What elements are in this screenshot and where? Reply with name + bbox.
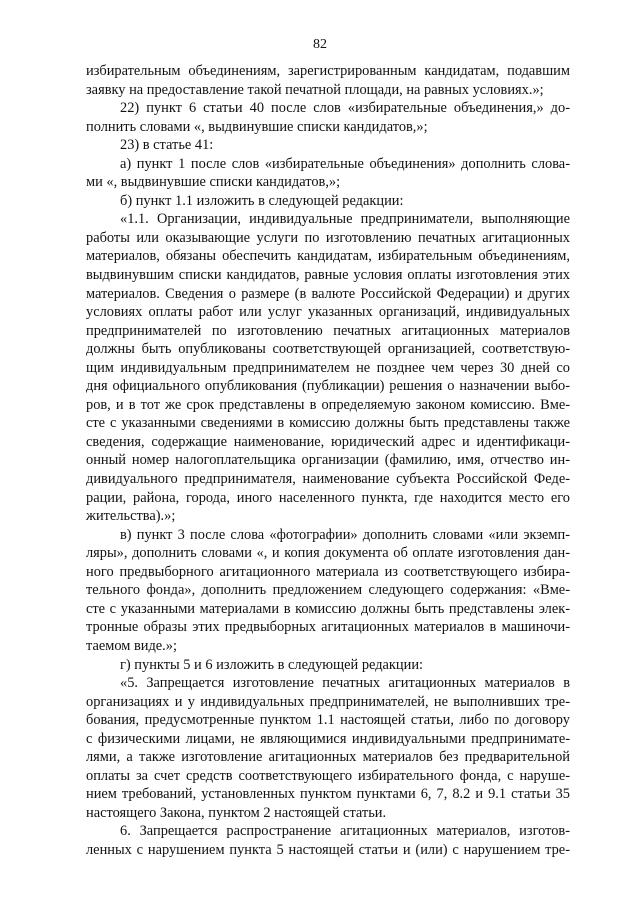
text-line: лями, а также изготовление агитационных материалов без предварительной (86, 749, 570, 766)
text-line: организациях и у индивидуальных предпринимателей, не выполнивших тре- (86, 693, 570, 710)
text-line: работы или оказывающие услуги по изготовлению печатных агитационных (86, 229, 570, 246)
text-line: рации, района, города, иного населенного пункта, где находится место его (86, 489, 570, 506)
text-line: г) пункты 5 и 6 изложить в следующей редакции: (120, 656, 424, 673)
text-line: полнить словами «, выдвинувшие списки кандидатов,»; (86, 118, 428, 135)
text-line: «5. Запрещается изготовление печатных агитационных материалов в (120, 675, 570, 692)
text-line: условиях оплаты работ или услуг указанных организаций, индивидуальных (86, 304, 570, 321)
text-line: тронные образы этих предвыборных агитационных материалов в машиночи- (86, 619, 570, 636)
text-line: ного предвыборного агитационного материала из соответствующего избира- (86, 563, 570, 580)
text-line: должны быть опубликованы соответствующей организацией, соответствую- (86, 341, 570, 358)
text-line: ленных с нарушением пункта 5 настоящей статьи и (или) с нарушением тре- (86, 841, 570, 858)
text-line: щим индивидуальным предпринимателем не позднее чем через 30 дней со (86, 359, 570, 376)
text-line: нием требований, установленных пунктом пунктами 6, 7, 8.2 и 9.1 статьи 35 (86, 786, 570, 803)
document-body (86, 62, 570, 860)
text-line: избирательным объединениям, зарегистрированным кандидатам, подавшим (86, 63, 570, 79)
text-line: сведения, содержащие наименование, юридический адрес и идентификаци- (86, 433, 570, 450)
text-line: ми «, выдвинувшие списки кандидатов,»; (86, 174, 341, 191)
text-line: предпринимателей по изготовлению печатных агитационных материалов (86, 322, 570, 339)
text-line: «1.1. Организации, индивидуальные предприниматели, выполняющие (120, 211, 570, 228)
text-line: заявку на предоставление такой печатной площади, на равных условиях.»; (86, 81, 544, 98)
text-line: жительства).»; (86, 508, 176, 525)
text-line: сте с указанными материалами в комиссию должны быть представлены элек- (86, 600, 570, 617)
text-line: 23) в статье 41: (120, 137, 214, 154)
text-line: в) пункт 3 после слова «фотографии» дополнить словами «или экземп- (120, 526, 570, 543)
text-line: сте с указанными сведениями в комиссию должны быть представлены также (86, 415, 570, 432)
text-line: материалов. Сведения о размере (в валюте Российской Федерации) и других (86, 285, 570, 302)
text-line: тельного фонда», дополнить предложением следующего содержания: «Вме- (86, 582, 570, 599)
text-line: оплаты за счет средств соответствующего избирательного фонда, с наруше- (86, 767, 570, 784)
text-line: 6. Запрещается распространение агитационных материалов, изготов- (120, 823, 570, 840)
text-line: а) пункт 1 после слов «избирательные объединения» дополнить слова- (120, 155, 570, 172)
text-line: 22) пункт 6 статьи 40 после слов «избирательные объединения,» до- (120, 100, 570, 117)
text-line: выдвинувшим списки кандидатов, равные условия оплаты изготовления этих (86, 267, 570, 284)
text-line: онный номер налогоплательщика организации (фамилию, имя, отчество ин- (86, 452, 570, 469)
text-line: дивидуального предпринимателя, наименование субъекта Российской Феде- (86, 471, 570, 488)
text-line: материалов, обязаны обеспечить кандидатам, избирательным объединениям, (86, 248, 570, 265)
text-line: с физическими лицами, не являющимися индивидуальными предпринимате- (86, 730, 570, 747)
text-line: б) пункт 1.1 изложить в следующей редакции: (120, 192, 404, 209)
text-line: дня официального опубликования (публикации) решения о назначении выбо- (86, 378, 570, 395)
text-line: ляры», дополнить словами «, и копия документа об оплате изготовления дан- (86, 545, 570, 562)
page-number: 82 (313, 37, 327, 52)
text-line: таемом виде.»; (86, 637, 177, 654)
text-line: настоящего Закона, пунктом 2 настоящей статьи. (86, 804, 387, 821)
text-line: бования, предусмотренные пунктом 1.1 настоящей статьи, либо по договору (86, 712, 570, 729)
text-line: ров, и в тот же срок представлены в определяемую законом комиссию. Вме- (86, 396, 570, 413)
